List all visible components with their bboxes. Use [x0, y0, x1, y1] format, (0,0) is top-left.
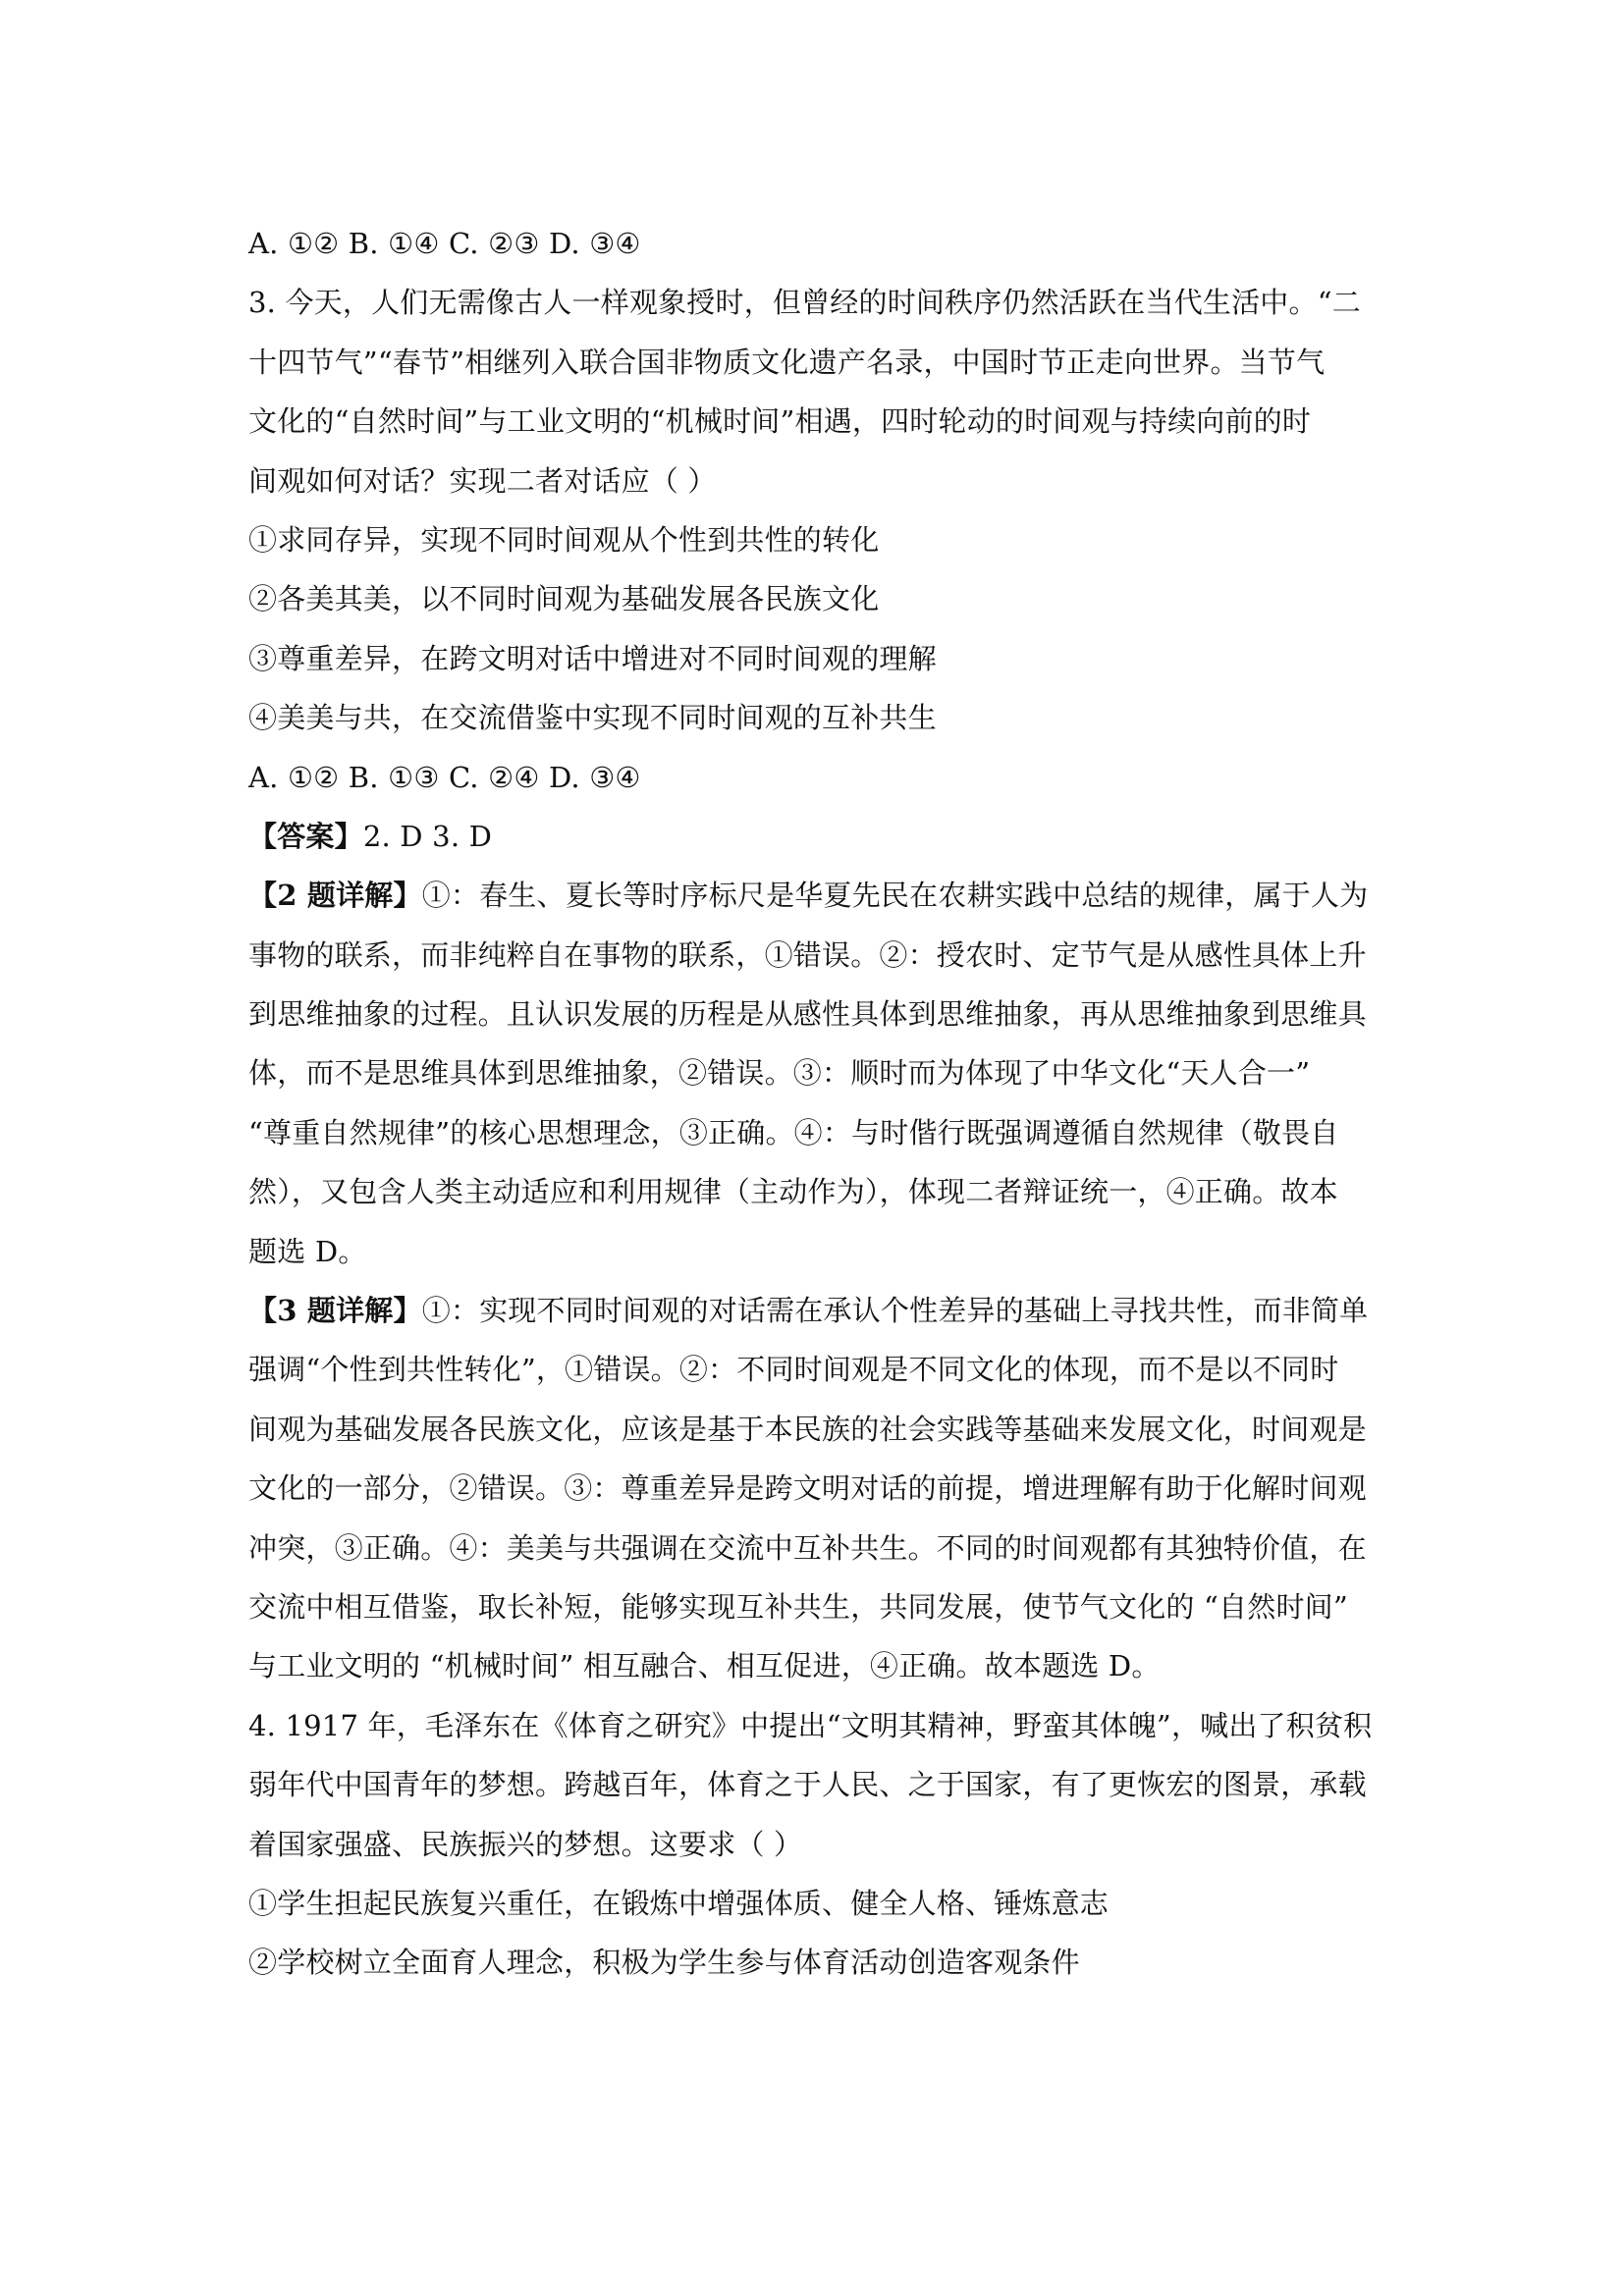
- answer-label: 【答案】: [248, 819, 363, 853]
- q3-statement-4: [248, 688, 1387, 747]
- q3-stem-line: [248, 333, 1387, 392]
- line-text: 事物的联系，而非纯粹自在事物的联系，①错误。②：授农时、定节气是从感性具体上升: [248, 937, 1367, 972]
- line-text: 文化的一部分，②错误。③：尊重差异是跨文明对话的前提，增进理解有助于化解时间观: [248, 1471, 1367, 1506]
- q4-statement-1: [248, 1874, 1387, 1933]
- line-text: 与工业文明的 “机械时间” 相互融合、相互促进，④正确。故本题选 D。: [248, 1649, 1161, 1683]
- line-text: 间观如何对话？实现二者对话应（ ）: [248, 463, 717, 498]
- q2-explanation-line: [248, 1103, 1387, 1162]
- answer-line: [248, 807, 1387, 866]
- line-text: 间观为基础发展各民族文化，应该是基于本民族的社会实践等基础来发展文化，时间观是: [248, 1412, 1367, 1446]
- q3-stem-line: [248, 392, 1387, 451]
- q3-stem-line: [248, 273, 1387, 332]
- q2-explanation-line: [248, 1043, 1387, 1102]
- line-text: ②学校树立全面育人理念，积极为学生参与体育活动创造客观条件: [248, 1946, 1080, 1980]
- explanation-label: 【2 题详解】: [248, 879, 422, 913]
- q3-statement-3: [248, 629, 1387, 688]
- line-text: 2. D 3. D: [362, 819, 493, 853]
- q3-explanation-line: [248, 1636, 1387, 1695]
- line-text: “尊重自然规律”的核心思想理念，③正确。④：与时偕行既强调遵循自然规律（敬畏自: [248, 1115, 1339, 1149]
- explanation-label: 【3 题详解】: [248, 1294, 422, 1328]
- q3-explanation-line: [248, 1281, 1387, 1340]
- line-text: 冲突，③正确。④：美美与共强调在交流中互补共生。不同的时间观都有其独特价值，在: [248, 1530, 1367, 1565]
- q3-statement-1: [248, 510, 1387, 569]
- q2-options: [248, 214, 1387, 273]
- line-text: 题选 D。: [248, 1234, 367, 1268]
- line-text: 4. 1917 年，毛泽东在《体育之研究》中提出“文明其精神，野蛮其体魄”，喊出了积贫积: [248, 1708, 1373, 1742]
- line-text: 然），又包含人类主动适应和利用规律（主动作为），体现二者辩证统一，④正确。故本: [248, 1175, 1338, 1209]
- line-text: ③尊重差异，在跨文明对话中增进对不同时间观的理解: [248, 641, 937, 675]
- line-text: ①：春生、夏长等时序标尺是华夏先民在农耕实践中总结的规律，属于人为: [421, 879, 1369, 913]
- line-text: 十四节气”“春节”相继列入联合国非物质文化遗产名录，中国时节正走向世界。当节气: [248, 345, 1326, 379]
- line-text: A. ①② B. ①③ C. ②④ D. ③④: [248, 760, 641, 794]
- line-text: ④美美与共，在交流借鉴中实现不同时间观的互补共生: [248, 701, 937, 735]
- line-text: 文化的“自然时间”与工业文明的“机械时间”相遇，四时轮动的时间观与持续向前的时: [248, 404, 1312, 439]
- q4-stem-line: [248, 1696, 1387, 1755]
- q4-statement-2: [248, 1933, 1387, 1992]
- line-text: 体，而不是思维具体到思维抽象，②错误。③：顺时而为体现了中华文化“天人合一”: [248, 1056, 1311, 1091]
- document-body: [248, 214, 1387, 1993]
- q3-explanation-line: [248, 1340, 1387, 1399]
- line-text: 3. 今天，人们无需像古人一样观象授时，但曾经的时间秩序仍然活跃在当代生活中。“二: [248, 286, 1361, 320]
- q2-explanation-line: [248, 866, 1387, 925]
- line-text: ①：实现不同时间观的对话需在承认个性差异的基础上寻找共性，而非简单: [421, 1294, 1369, 1328]
- q3-stem-line: [248, 452, 1387, 510]
- q4-stem-line: [248, 1755, 1387, 1814]
- q3-explanation-line: [248, 1459, 1387, 1518]
- q3-statement-2: [248, 569, 1387, 628]
- line-text: ①求同存异，实现不同时间观从个性到共性的转化: [248, 522, 880, 557]
- q2-explanation-line: [248, 926, 1387, 985]
- line-text: 交流中相互借鉴，取长补短，能够实现互补共生，共同发展，使节气文化的 “自然时间”: [248, 1589, 1348, 1624]
- line-text: ②各美其美，以不同时间观为基础发展各民族文化: [248, 582, 880, 616]
- line-text: A. ①② B. ①④ C. ②③ D. ③④: [248, 227, 641, 260]
- q3-options: [248, 748, 1387, 807]
- line-text: 到思维抽象的过程。且认识发展的历程是从感性具体到思维抽象，再从思维抽象到思维具: [248, 997, 1367, 1032]
- q4-stem-line: [248, 1815, 1387, 1874]
- line-text: 着国家强盛、民族振兴的梦想。这要求（ ）: [248, 1827, 803, 1861]
- q3-explanation-line: [248, 1577, 1387, 1636]
- q2-explanation-line: [248, 985, 1387, 1043]
- line-text: 弱年代中国青年的梦想。跨越百年，体育之于人民、之于国家，有了更恢宏的图景，承载: [248, 1768, 1367, 1802]
- q3-explanation-line: [248, 1400, 1387, 1459]
- q3-explanation-line: [248, 1519, 1387, 1577]
- q2-explanation-line: [248, 1222, 1387, 1281]
- line-text: ①学生担起民族复兴重任，在锻炼中增强体质、健全人格、锤炼意志: [248, 1886, 1110, 1920]
- line-text: 强调“个性到共性转化”，①错误。②：不同时间观是不同文化的体现，而不是以不同时: [248, 1353, 1339, 1387]
- q2-explanation-line: [248, 1162, 1387, 1221]
